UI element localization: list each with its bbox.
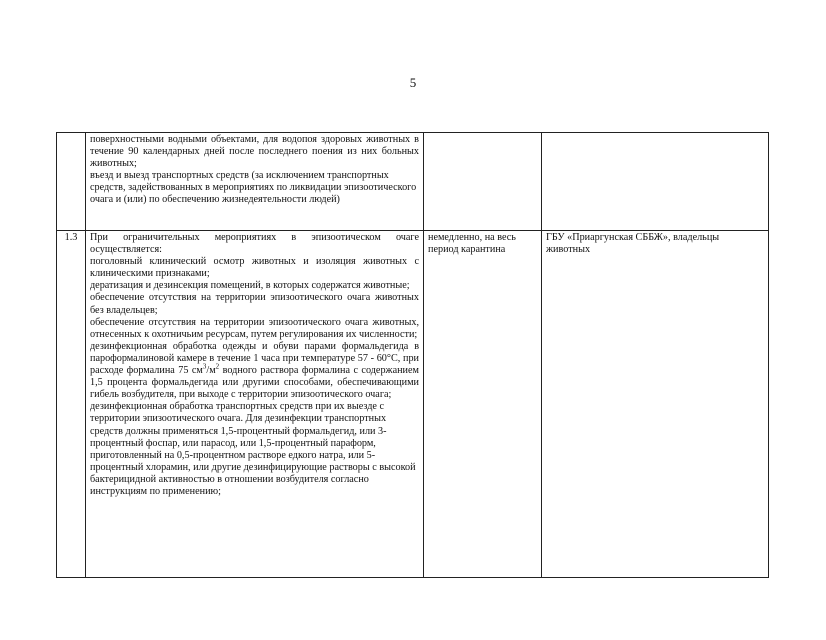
measure-paragraph: обеспечение отсутствия на территории эпизоотического очага животных, отнесенных к охотничьим ресурсам, путем регулирования их численности; (90, 316, 419, 340)
page-number: 5 (409, 75, 417, 90)
disinfection-clothing-paragraph (90, 341, 419, 401)
superscript: 3 (202, 362, 207, 371)
text-part: /м (206, 365, 216, 377)
text-part: дезинфекционная обработка одежды и обуви парами формальдегида в пароформалиновой камере в течение 1 часа при температуре 57 - 60°С, при расходе формалина 75 см (90, 340, 419, 377)
measure-paragraph: поверхностными водными объектами, для водопоя здоровых животных в течение 90 календарных дней после последнего поения из них больных животных; (90, 134, 419, 170)
responsible-cell (542, 133, 769, 231)
table-row (57, 231, 769, 578)
table-row (57, 133, 769, 231)
row-number: 1.3 (57, 231, 86, 578)
measure-paragraph: въезд и выезд транспортных средств (за исключением транспортных средств, задействованных в мероприятиях по ликвидации эпизоотического очага и (или) по обеспечению жизнедеятельности людей) (90, 170, 417, 206)
measure-cell (86, 231, 424, 578)
measure-paragraph: дезинфекционная обработка транспортных средств при их выезде с территории эпизоотического очага. Для дезинфекции транспортных средств должны применяться 1,5-процентный формальдегид, или 3-процентный фоспар, или парасод, или 1,5-процентный параформ, приготовленный на 0,5-процентном растворе едкого натра, или 5-процентный хлорамин, или другие дезинфицирующие растворы с высокой бактерицидной активностью в отношении возбудителя согласно инструкциям по применению; (90, 401, 416, 497)
measure-paragraph: поголовный клинический осмотр животных и изоляция животных с клиническими признаками; (90, 256, 419, 280)
measures-table (56, 132, 769, 578)
measure-paragraph: дератизация и дезинсекция помещений, в которых содержатся животные; (90, 280, 410, 292)
measure-cell (86, 133, 424, 231)
deadline-cell: немедленно, на весь период карантина (424, 231, 542, 578)
text-part: водного раствора формалина с содержанием 1,5 процента формальдегида или другими способами, обеспечивающими гибель возбудителя, при выходе с территории эпизоотического очага; (90, 365, 419, 401)
row-number (57, 133, 86, 231)
measure-paragraph: При ограничительных мероприятиях в эпизоотическом очаге осуществляется: (90, 232, 419, 256)
measure-paragraph: обеспечение отсутствия на территории эпизоотического очага животных без владельцев; (90, 292, 419, 316)
deadline-cell (424, 133, 542, 231)
responsible-cell: ГБУ «Приаргунская СББЖ», владельцы животных (542, 231, 769, 578)
superscript: 2 (215, 362, 220, 371)
